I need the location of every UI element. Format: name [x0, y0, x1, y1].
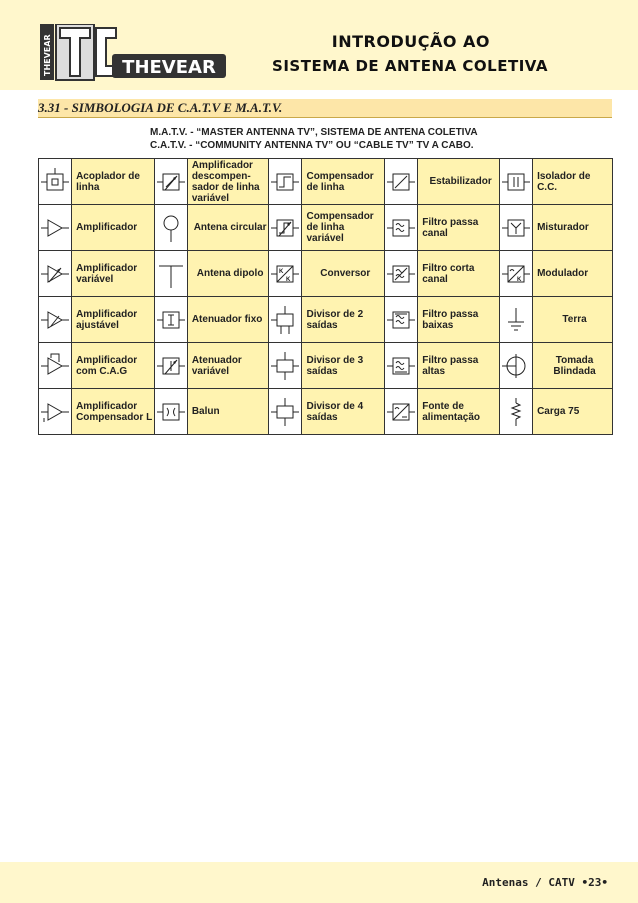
symbol-label: Modulador: [533, 251, 613, 297]
table-row: [39, 389, 613, 435]
agc-amplifier-icon: [39, 343, 72, 389]
low-pass-filter-icon: [385, 297, 418, 343]
three-way-splitter-icon: [269, 343, 302, 389]
symbol-label: Estabilizador: [418, 159, 500, 205]
symbol-label: Carga 75: [533, 389, 613, 435]
high-pass-filter-icon: [385, 343, 418, 389]
symbol-label: Amplificador: [72, 205, 155, 251]
table-row: [39, 297, 613, 343]
compensator-amplifier-icon: [39, 389, 72, 435]
amplifier-icon: [39, 205, 72, 251]
symbol-label: Balun: [187, 389, 269, 435]
power-supply-icon: [385, 389, 418, 435]
balun-icon: [154, 389, 187, 435]
symbol-label: Antena dipolo: [187, 251, 269, 297]
symbol-label: Filtro passa baixas: [418, 297, 500, 343]
symbol-label: Acoplador de linha: [72, 159, 155, 205]
two-way-splitter-icon: [269, 297, 302, 343]
header-title-line2: SISTEMA DE ANTENA COLETIVA: [272, 57, 548, 75]
fixed-attenuator-icon: [154, 297, 187, 343]
symbol-label: Amplificador ajustável: [72, 297, 155, 343]
variable-attenuator-icon: [154, 343, 187, 389]
variable-amplifier-icon: [39, 251, 72, 297]
symbol-label: Fonte de alimentação: [418, 389, 500, 435]
symbol-label: Terra: [533, 297, 613, 343]
svg-text:K: K: [279, 268, 284, 275]
symbol-label: Amplificador com C.A.G: [72, 343, 155, 389]
svg-text:K: K: [286, 276, 291, 283]
adjustable-amplifier-icon: [39, 297, 72, 343]
line-compensator-icon: [269, 159, 302, 205]
symbol-label: Conversor: [302, 251, 385, 297]
table-row: [39, 343, 613, 389]
symbol-label: Divisor de 3 saídas: [302, 343, 385, 389]
modulator-icon: [499, 251, 532, 297]
table-row: [39, 159, 613, 205]
dc-isolator-icon: [499, 159, 532, 205]
symbol-label: Filtro corta canal: [418, 251, 500, 297]
channel-stop-filter-icon: [385, 251, 418, 297]
logo-text: THEVEAR: [122, 57, 216, 78]
symbol-label: Compensador de linha variável: [302, 205, 385, 251]
symbol-label: Amplificador variável: [72, 251, 155, 297]
shielded-outlet-icon: [499, 343, 532, 389]
symbol-label: Atenuador variável: [187, 343, 269, 389]
symbol-label: Filtro passa canal: [418, 205, 500, 251]
symbol-table: [38, 158, 613, 435]
intro-line2: C.A.T.V. - “COMMUNITY ANTENNA TV” OU “CABLE TV” TV A CABO.: [150, 140, 474, 151]
intro-text: [150, 126, 478, 152]
page-footer: Antenas / CATV •23•: [482, 876, 608, 889]
ground-icon: [499, 297, 532, 343]
logo-side-text: THEVEAR: [43, 34, 52, 76]
symbol-label: Filtro passa altas: [418, 343, 500, 389]
variable-line-compensator-icon: [269, 205, 302, 251]
symbol-label: Atenuador fixo: [187, 297, 269, 343]
symbol-label: Amplificador Compensador L: [72, 389, 155, 435]
converter-icon: [269, 251, 302, 297]
section-title: 3.31 - SIMBOLOGIA DE C.A.T.V E M.A.T.V.: [38, 100, 283, 115]
symbol-label: Divisor de 4 saídas: [302, 389, 385, 435]
symbol-label: Antena circular: [187, 205, 269, 251]
symbol-label: Isolador de C.C.: [533, 159, 613, 205]
channel-pass-filter-icon: [385, 205, 418, 251]
table-row: [39, 251, 613, 297]
variable-equalizer-icon: [154, 159, 187, 205]
thevear-logo: [40, 24, 230, 82]
four-way-splitter-icon: [269, 389, 302, 435]
dipole-antenna-icon: [154, 251, 187, 297]
symbol-label: Amplificador descompen-sador de linha variável: [187, 159, 269, 205]
symbol-label: Tomada Blindada: [533, 343, 613, 389]
intro-line1: M.A.T.V. - “MASTER ANTENNA TV”, SISTEMA DE ANTENA COLETIVA: [150, 127, 478, 138]
directional-coupler-icon: [39, 159, 72, 205]
symbol-label: Divisor de 2 saídas: [302, 297, 385, 343]
header-title-line1: INTRODUÇÃO AO: [331, 32, 490, 51]
load-75-icon: [499, 389, 532, 435]
header-title: [272, 32, 548, 75]
symbol-label: Compensador de linha: [302, 159, 385, 205]
symbol-label: Misturador: [533, 205, 613, 251]
stabilizer-icon: [385, 159, 418, 205]
circular-antenna-icon: [154, 205, 187, 251]
table-row: [39, 205, 613, 251]
mixer-icon: [499, 205, 532, 251]
svg-text:K: K: [517, 276, 522, 283]
